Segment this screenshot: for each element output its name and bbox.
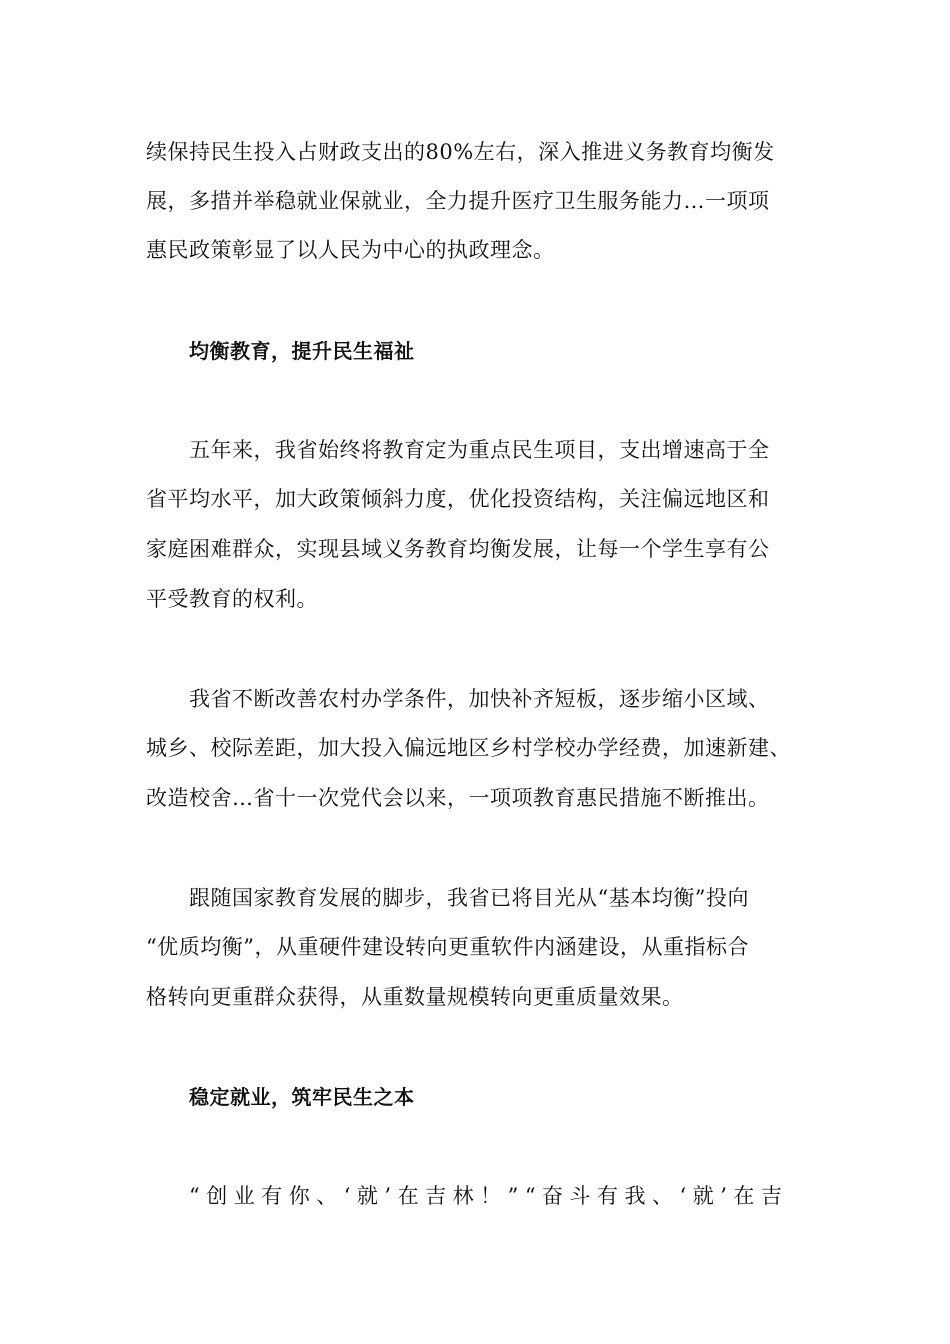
intro-line-2: 展，多措并举稳就业保就业，全力提升医疗卫生服务能力…一项项	[146, 189, 770, 213]
paragraph-line: 家庭困难群众，实现县域义务教育均衡发展，让每一个学生享有公	[146, 537, 770, 561]
section-heading-education: 均衡教育，提升民生福祉	[189, 339, 415, 363]
paragraph-line: 格转向更重群众获得，从重数量规模转向更重质量效果。	[146, 985, 684, 1009]
paragraph-line: “优质均衡”，从重硬件建设转向更重软件内涵建设，从重指标合	[146, 935, 749, 959]
section-heading-employment: 稳定就业，筑牢民生之本	[189, 1085, 415, 1109]
paragraph-line: 改造校舍…省十一次党代会以来，一项项教育惠民措施不断推出。	[146, 786, 770, 810]
paragraph-line: “创业有你、‘就’在吉林！”“奋斗有我、‘就’在吉	[189, 1184, 789, 1208]
intro-line-3: 惠民政策彰显了以人民为中心的执政理念。	[146, 238, 555, 262]
intro-line-1: 续保持民生投入占财政支出的80%左右，深入推进义务教育均衡发	[146, 140, 775, 164]
paragraph-line: 跟随国家教育发展的脚步，我省已将目光从“基本均衡”投向	[189, 886, 749, 910]
paragraph-line: 平受教育的权利。	[146, 587, 318, 611]
paragraph-line: 省平均水平，加大政策倾斜力度，优化投资结构，关注偏远地区和	[146, 487, 770, 511]
paragraph-line: 我省不断改善农村办学条件，加快补齐短板，逐步缩小区域、	[189, 687, 770, 711]
paragraph-line: 五年来，我省始终将教育定为重点民生项目，支出增速高于全	[189, 438, 770, 462]
paragraph-line: 城乡、校际差距，加大投入偏远地区乡村学校办学经费，加速新建、	[146, 736, 791, 760]
